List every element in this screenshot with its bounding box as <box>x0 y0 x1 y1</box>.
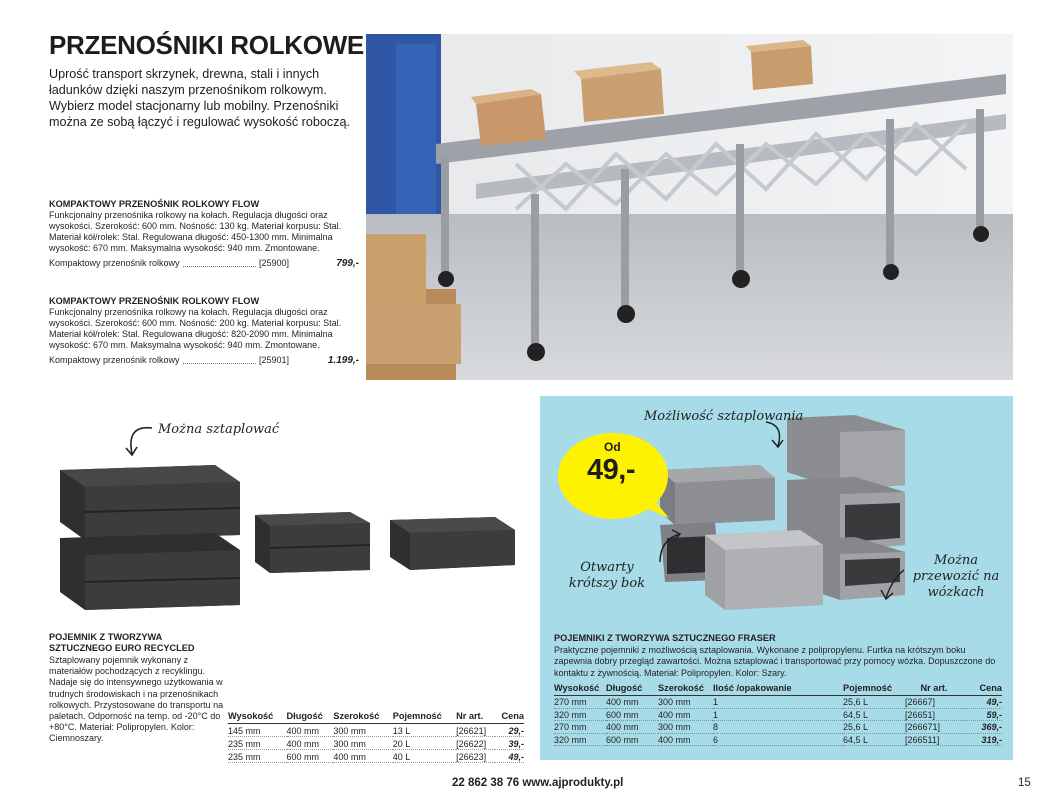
table-header-row <box>554 683 1002 696</box>
annotation-text: Można sztaplować <box>158 422 280 437</box>
table-cell: [26621] <box>456 724 495 737</box>
product-heading: POJEMNIK Z TWORZYWA SZTUCZNEGO EURO RECYCLED <box>49 632 195 653</box>
table-cell: 600 mm <box>606 708 658 721</box>
table-cell: 8 <box>713 721 843 734</box>
column-header: Pojemność <box>843 683 905 696</box>
product-heading: KOMPAKTOWY PRZENOŚNIK ROLKOWY FLOW <box>49 199 260 209</box>
table-cell: 64,5 L <box>843 733 905 746</box>
table-row <box>228 724 524 737</box>
annotation-open: Otwarty krótszy bok <box>568 560 646 591</box>
table-header-row <box>228 711 524 724</box>
product-description: Funkcjonalny przenośnika rolkowy na kołach. Regulacja długości oraz wysokości. Szerokość: 600 mm. Nośność: 200 kg. Materiał korpusu: Stal. Materiał kół/rolek: Stal. Regulowana długość: 820-2090 mm. Minimalna wysokość: 670 mm. Maksymalna wysokość: 940 mm. Zmontowane. <box>49 307 342 350</box>
table-cell: 300 mm <box>333 737 392 750</box>
table-cell: 145 mm <box>228 724 287 737</box>
page-number: 15 <box>1018 777 1031 789</box>
product-heading: KOMPAKTOWY PRZENOŚNIK ROLKOWY FLOW <box>49 296 260 306</box>
table-cell: [26622] <box>456 737 495 750</box>
conveyor-product-2 <box>49 296 359 366</box>
table-cell: 300 mm <box>333 724 392 737</box>
table-row <box>554 733 1002 746</box>
euro-product <box>49 632 224 745</box>
table-cell: 64,5 L <box>843 708 905 721</box>
fraser-price-table <box>554 683 1002 746</box>
order-row <box>49 258 359 269</box>
table-cell: 400 mm <box>333 750 392 763</box>
product-description: Funkcjonalny przenośnika rolkowy na kołach. Regulacja długości oraz wysokości. Szerokość: 600 mm. Nośność: 130 kg. Materiał korpusu: Stal. Materiał kół/rolek: Stal. Regulowana długość: 450-1300 mm. Minimalna wysokość: 670 mm. Maksymalna wysokość: 940 mm. Zmontowane. <box>49 210 342 253</box>
table-cell: 300 mm <box>658 696 713 709</box>
table-cell: [266671] <box>905 721 963 734</box>
column-header: Szerokość <box>333 711 392 724</box>
column-header: Cena <box>963 683 1002 696</box>
article-number: [25901] <box>259 355 290 365</box>
price-cell: 49,- <box>963 696 1002 709</box>
price: 799,- <box>336 258 359 269</box>
table-cell: [266511] <box>905 733 963 746</box>
fraser-crate-front <box>705 530 823 610</box>
euro-crate-medium <box>255 512 370 573</box>
table-cell: 320 mm <box>554 733 606 746</box>
footer-contact-link[interactable]: 22 862 38 76 www.ajprodukty.pl <box>452 777 624 789</box>
price-cell: 59,- <box>963 708 1002 721</box>
table-row <box>554 708 1002 721</box>
product-heading: POJEMNIKI Z TWORZYWA SZTUCZNEGO FRASER <box>554 633 776 643</box>
table-cell: 300 mm <box>658 721 713 734</box>
arrow-icon <box>120 420 160 460</box>
table-cell: 400 mm <box>658 708 713 721</box>
leader-dots <box>183 266 256 267</box>
table-cell: 235 mm <box>228 750 287 763</box>
table-cell: 235 mm <box>228 737 287 750</box>
price-cell: 49,- <box>495 750 524 763</box>
fraser-product <box>554 633 1004 679</box>
euro-price-table <box>228 711 524 763</box>
table-cell: 400 mm <box>287 737 334 750</box>
table-cell: 25,6 L <box>843 721 905 734</box>
euro-crates-illustration <box>55 460 525 615</box>
conveyor-product-1 <box>49 199 359 269</box>
price-badge <box>557 430 673 526</box>
intro-text: Uprość transport skrzynek, drewna, stali i innych ładunków dzięki naszym przenośnikom rolkowym. Wybierz model stacjonarny lub mobilny. Przenośniki można ze sobą łączyć i regulować wysokość roboczą. <box>49 67 350 129</box>
table-cell: 400 mm <box>658 733 713 746</box>
table-cell: [26623] <box>456 750 495 763</box>
price-cell: 369,- <box>963 721 1002 734</box>
arrow-icon <box>878 568 908 602</box>
table-cell: [26667] <box>905 696 963 709</box>
column-header: Szerokość <box>658 683 713 696</box>
order-row <box>49 355 359 366</box>
badge-price: 49,- <box>587 454 635 486</box>
page-title: PRZENOŚNIKI ROLKOWE <box>49 30 364 60</box>
table-cell: 6 <box>713 733 843 746</box>
table-cell: 400 mm <box>287 724 334 737</box>
product-description: Sztaplowany pojemnik wykonany z materiałów pochodzących z recyklingu. Nadaje się do intensywnego użytkowania w trudnych środowiskach i na przenośnikach rolkowych. Przystosowane do transportu na paletach. Odporność na temp. od -20°C do +80°C. Materiał: Polipropylen. Kolor: Ciemnoszary. <box>49 655 224 744</box>
table-cell: 400 mm <box>606 721 658 734</box>
leader-dots <box>183 363 256 364</box>
column-header: Wysokość <box>554 683 606 696</box>
euro-crate-small <box>390 517 515 570</box>
column-header: Pojemność <box>393 711 456 724</box>
table-cell: 20 L <box>393 737 456 750</box>
column-header: Długość <box>606 683 658 696</box>
annotation-trolley: Można przewozić na wózkach <box>912 553 1000 600</box>
table-cell: 270 mm <box>554 696 606 709</box>
table-row <box>554 696 1002 709</box>
price-cell: 319,- <box>963 733 1002 746</box>
item-name: Kompaktowy przenośnik rolkowy <box>49 258 180 268</box>
price-cell: 29,- <box>495 724 524 737</box>
price: 1.199,- <box>327 355 359 366</box>
annotation-stack: Możliwość sztaplowania <box>644 409 804 424</box>
table-cell: 270 mm <box>554 721 606 734</box>
column-header: Nr art. <box>456 711 495 724</box>
arrow-icon <box>654 528 684 564</box>
column-header: Cena <box>495 711 524 724</box>
conveyor-photo <box>366 34 1013 380</box>
conveyor-illustration <box>366 34 1013 380</box>
table-cell: 400 mm <box>606 696 658 709</box>
table-cell: 600 mm <box>606 733 658 746</box>
table-cell: 25,6 L <box>843 696 905 709</box>
item-name: Kompaktowy przenośnik rolkowy <box>49 355 180 365</box>
table-row <box>228 750 524 763</box>
table-cell: [26651] <box>905 708 963 721</box>
column-header: Długość <box>287 711 334 724</box>
column-header: Nr art. <box>905 683 963 696</box>
article-number: [25900] <box>259 258 290 268</box>
table-row <box>228 737 524 750</box>
table-cell: 1 <box>713 696 843 709</box>
price-cell: 39,- <box>495 737 524 750</box>
table-cell: 40 L <box>393 750 456 763</box>
table-row <box>554 721 1002 734</box>
euro-crate-stacked <box>60 465 240 610</box>
column-header: Wysokość <box>228 711 287 724</box>
badge-from: Od <box>604 440 621 454</box>
table-cell: 1 <box>713 708 843 721</box>
table-cell: 320 mm <box>554 708 606 721</box>
arrow-icon <box>758 420 788 450</box>
table-cell: 13 L <box>393 724 456 737</box>
product-description: Praktyczne pojemniki z możliwością sztaplowania. Wykonane z polipropylenu. Furtka na krótszym boku zapewnia dobry przegląd zawartości. Można sztaplować i transportować przy pomocy wózka. Dopuszczone do kontaktu z żywnością. Materiał: Polipropylen. Kolor: Szary. <box>554 645 996 678</box>
column-header: Ilość /opakowanie <box>713 683 843 696</box>
table-cell: 600 mm <box>287 750 334 763</box>
